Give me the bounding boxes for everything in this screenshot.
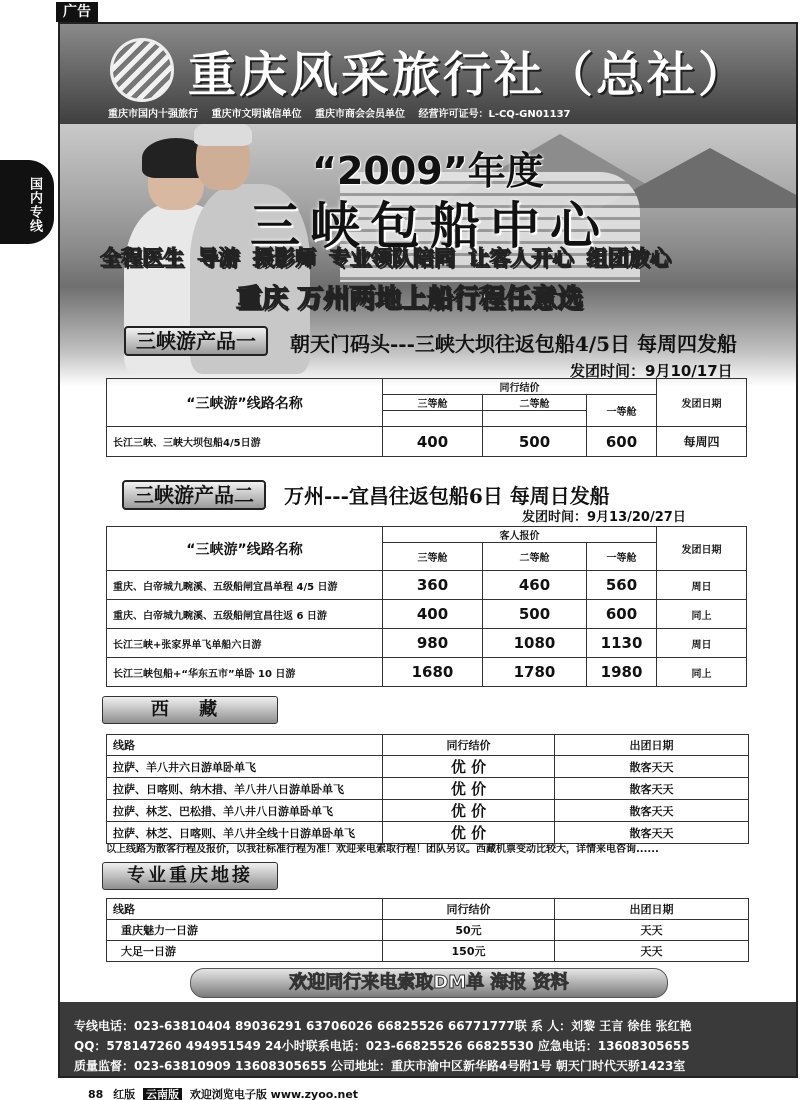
table-header-class3: 三等舱 xyxy=(383,395,483,411)
product2-tag: 三峡游产品二 xyxy=(122,480,266,510)
table-header-date: 发团日期 xyxy=(657,379,747,427)
table-row xyxy=(107,600,747,629)
depart-date-cell: 周日 xyxy=(657,571,747,600)
price-class3-cell: 360 xyxy=(383,571,483,600)
advertisement-page xyxy=(58,22,798,1078)
footer-hotline: 专线电话：023-63810404 89036291 63706026 66825526 66771777联 系 人：刘黎 王言 徐佳 张红艳 xyxy=(74,1019,692,1033)
price-class1-cell: 560 xyxy=(587,571,657,600)
product1-depart-time: 发团时间：9月10/17日 xyxy=(570,362,733,380)
table-row xyxy=(107,756,749,778)
table-header-group: 同行结价 xyxy=(383,379,657,395)
price-class3-cell: 400 xyxy=(383,600,483,629)
yunnan-edition-badge: 云南版 xyxy=(143,1088,182,1100)
depart-date-cell: 同上 xyxy=(657,658,747,687)
table-row xyxy=(107,778,749,800)
year-title: “2009”年度 xyxy=(312,149,544,193)
main-title: 三峡包船中心 xyxy=(250,197,610,255)
dm-request-banner: 欢迎同行来电索取DM单 海报 资料 xyxy=(190,968,668,998)
price-class2-cell: 500 xyxy=(483,427,587,457)
product2-route: 万州---宜昌往返包船6日 每周日发船 xyxy=(284,484,610,508)
price-class2-cell: 1080 xyxy=(483,629,587,658)
price-class1-cell: 600 xyxy=(587,600,657,629)
table-row xyxy=(107,800,749,822)
local-section-tag: 专业重庆地接 xyxy=(102,862,278,890)
company-logo-icon xyxy=(110,38,174,102)
price-class3-cell: 400 xyxy=(383,427,483,457)
table-header-date: 出团日期 xyxy=(555,735,749,756)
price-cell: 50元 xyxy=(383,920,555,941)
tibet-note: 以上线路为散客行程及报价，以我社标准行程为准！欢迎来电索取行程！团队另议。西藏机票变动比较大，详情来电咨询...... xyxy=(106,844,659,855)
page-footer xyxy=(88,1086,358,1100)
banner xyxy=(60,124,796,386)
depart-date-cell: 每周四 xyxy=(657,427,747,457)
table-header-class2: 二等舱 xyxy=(483,543,587,571)
route-cell: 拉萨、羊八井六日游单卧单飞 xyxy=(107,756,383,778)
price-class2-cell: 500 xyxy=(483,600,587,629)
price-cell: 优 价 xyxy=(383,822,555,844)
header xyxy=(60,24,796,124)
product2-depart-time: 发团时间：9月13/20/27日 xyxy=(522,510,686,525)
tibet-section-tag: 西 藏 xyxy=(102,696,278,724)
table-row xyxy=(107,941,749,962)
footer-qq: QQ：578147260 494951549 24小时联系电话：023-66825526 66825530 应急电话：13608305655 xyxy=(74,1039,690,1053)
price-class2-cell: 460 xyxy=(483,571,587,600)
table-header-price: 同行结价 xyxy=(383,735,555,756)
route-cell: 拉萨、林芝、巴松措、羊八井八日游单卧单飞 xyxy=(107,800,383,822)
route-cell: 大足一日游 xyxy=(107,941,383,962)
product1-price-table xyxy=(106,378,747,457)
table-header-class1: 一等舱 xyxy=(587,395,657,427)
company-credentials: 重庆市国内十强旅行 重庆市文明诚信单位 重庆市商会会员单位 经营许可证号：L-CQ-GN01137 xyxy=(108,109,571,120)
price-cell: 优 价 xyxy=(383,800,555,822)
table-header-group: 客人报价 xyxy=(383,527,657,543)
table-header-class3: 三等舱 xyxy=(383,543,483,571)
table-row xyxy=(107,571,747,600)
product2-price-table xyxy=(106,526,747,687)
route-cell: 拉萨、日喀则、纳木措、羊八井八日游单卧单飞 xyxy=(107,778,383,800)
table-header-route: 线路 xyxy=(107,735,383,756)
edition-label: 红版 xyxy=(113,1088,136,1100)
tourist-man-hair xyxy=(194,124,252,146)
ad-tag: 广告 xyxy=(56,2,98,22)
date-cell: 散客天天 xyxy=(555,778,749,800)
price-class1-cell: 600 xyxy=(587,427,657,457)
website-text: 欢迎浏览电子版 www.zyoo.net xyxy=(189,1088,359,1100)
date-cell: 天天 xyxy=(555,941,749,962)
date-cell: 散客天天 xyxy=(555,822,749,844)
date-cell: 散客天天 xyxy=(555,800,749,822)
table-header-price: 同行结价 xyxy=(383,899,555,920)
route-cell: 重庆魅力一日游 xyxy=(107,920,383,941)
depart-date-cell: 同上 xyxy=(657,600,747,629)
route-name-cell: 长江三峡、三峡大坝包船4/5日游 xyxy=(107,427,383,457)
product1-route: 朝天门码头---三峡大坝往返包船4/5日 每周四发船 xyxy=(290,332,738,356)
price-class1-cell: 1980 xyxy=(587,658,657,687)
route-cell: 拉萨、林芝、日喀则、羊八井全线十日游单卧单飞 xyxy=(107,822,383,844)
contact-footer xyxy=(60,1002,796,1078)
page-number: 88 xyxy=(88,1088,104,1100)
tibet-price-table xyxy=(106,734,749,844)
table-header-date: 出团日期 xyxy=(555,899,749,920)
side-tab-domestic: 国内专线 xyxy=(0,160,54,244)
company-name: 重庆风采旅行社（总社） xyxy=(188,47,750,103)
price-class3-cell: 1680 xyxy=(383,658,483,687)
table-header-date: 发团日期 xyxy=(657,527,747,571)
route-name-cell: 长江三峡+张家界单飞单船六日游 xyxy=(107,629,383,658)
date-cell: 天天 xyxy=(555,920,749,941)
route-name-cell: 重庆、白帝城九畹溪、五级船闸宜昌往返 6 日游 xyxy=(107,600,383,629)
route-name-cell: 重庆、白帝城九畹溪、五级船闸宜昌单程 4/5 日游 xyxy=(107,571,383,600)
price-cell: 优 价 xyxy=(383,778,555,800)
price-cell: 优 价 xyxy=(383,756,555,778)
table-header-class1: 一等舱 xyxy=(587,543,657,571)
table-header-route-name: “三峡游”线路名称 xyxy=(107,379,383,427)
table-header-route: 线路 xyxy=(107,899,383,920)
table-header-route-name: “三峡游”线路名称 xyxy=(107,527,383,571)
product1-tag: 三峡游产品一 xyxy=(124,326,268,356)
footer-address: 质量监督：023-63810909 13608305655 公司地址：重庆市渝中区新华路4号附1号 朝天门时代天骄1423室 xyxy=(74,1059,686,1073)
table-row xyxy=(107,629,747,658)
price-class2-cell: 1780 xyxy=(483,658,587,687)
date-cell: 散客天天 xyxy=(555,756,749,778)
price-cell: 150元 xyxy=(383,941,555,962)
local-price-table xyxy=(106,898,749,962)
table-row xyxy=(107,427,747,457)
route-name-cell: 长江三峡包船+“华东五市”单卧 10 日游 xyxy=(107,658,383,687)
boarding-slogan: 重庆 万州两地上船行程任意选 xyxy=(236,284,584,314)
table-row xyxy=(107,920,749,941)
depart-date-cell: 周日 xyxy=(657,629,747,658)
service-slogan: 全程医生 导游 摄影师 专业领队陪同 让客人开心 组团放心 xyxy=(100,246,671,270)
table-row xyxy=(107,658,747,687)
table-header-class2: 二等舱 xyxy=(483,395,587,411)
price-class1-cell: 1130 xyxy=(587,629,657,658)
price-class3-cell: 980 xyxy=(383,629,483,658)
